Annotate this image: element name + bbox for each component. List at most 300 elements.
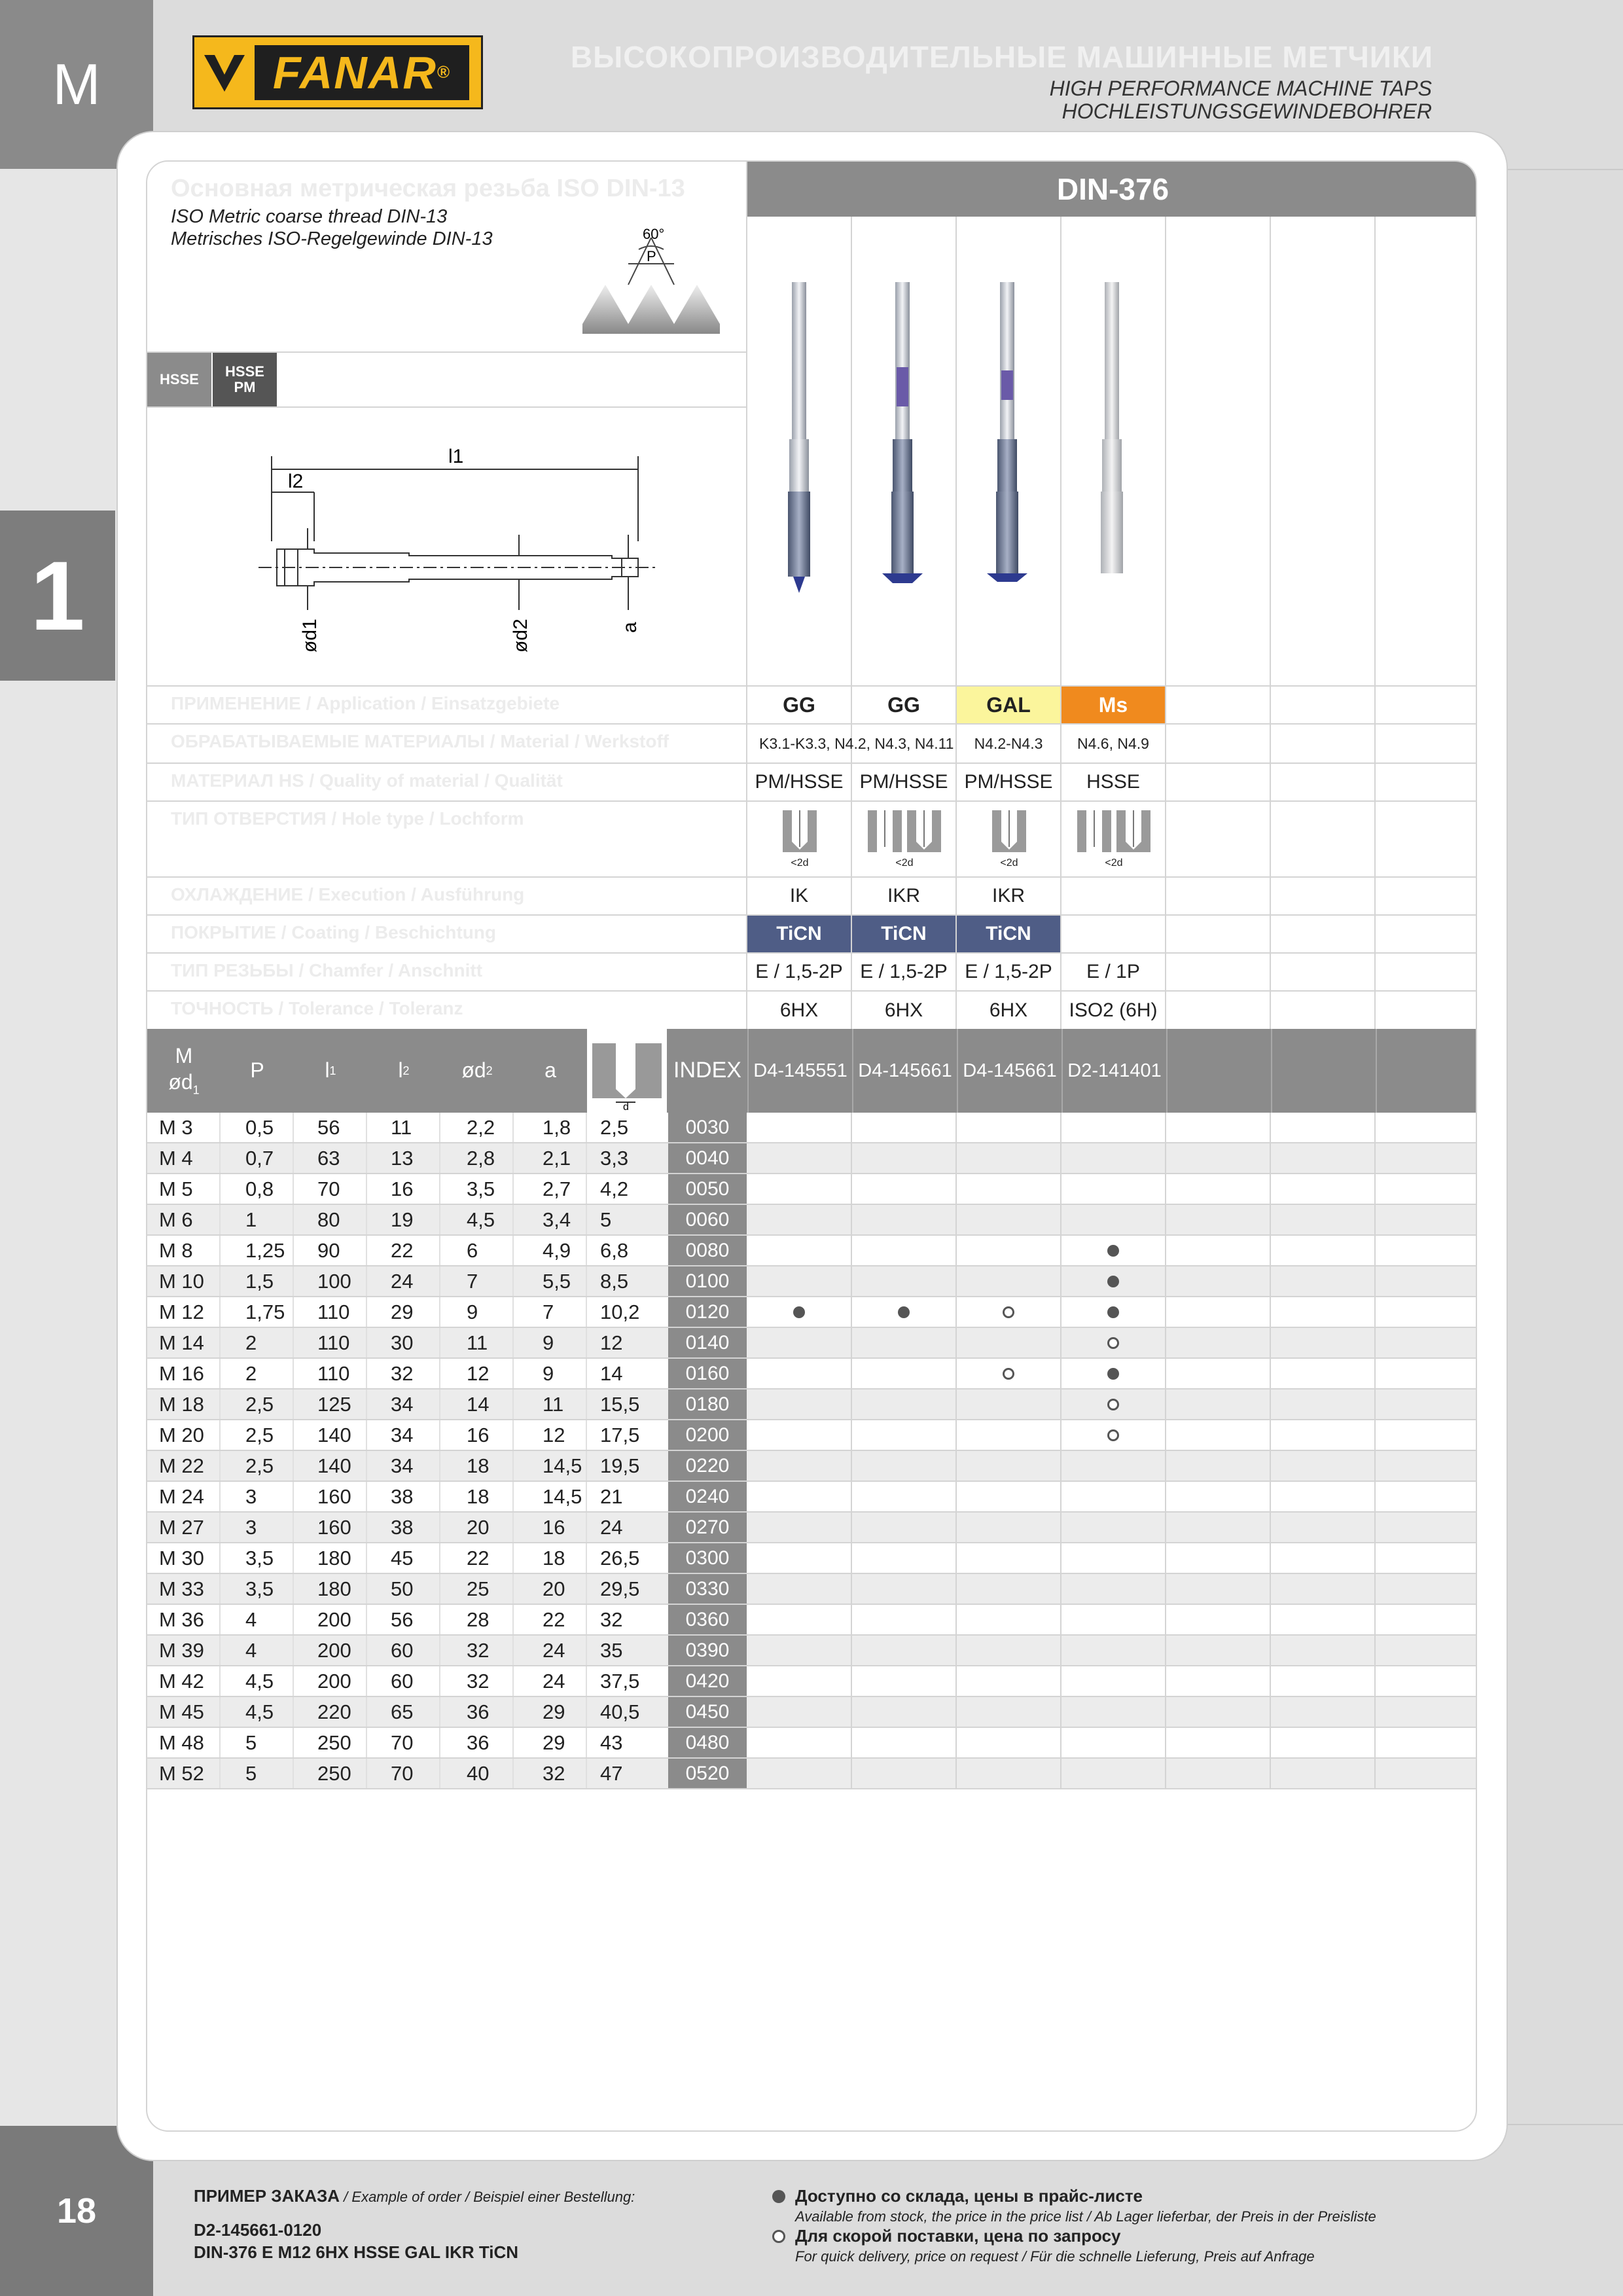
table-cell: M 24 <box>159 1484 204 1508</box>
column-divider <box>512 1297 514 1327</box>
table-cell: 2 <box>245 1331 257 1354</box>
legend-stock: Доступно со склада, цены в прайс-листе <box>795 2186 1143 2206</box>
quality-cell: PM/HSSE <box>859 771 948 793</box>
legend-stock-sub: Available from stock, the price in the price list / Ab Lager lieferbar, der Preis in der Preisliste <box>795 2208 1376 2225</box>
table-cell: 47 <box>600 1761 623 1785</box>
column-divider <box>1374 1205 1376 1234</box>
column-divider <box>366 1759 367 1788</box>
column-divider <box>219 1513 221 1542</box>
table-cell: 24 <box>391 1269 414 1293</box>
table-cell: 2,5 <box>245 1392 274 1416</box>
column-divider <box>586 1636 587 1665</box>
column-divider <box>366 1236 367 1265</box>
table-row <box>147 1543 1477 1574</box>
column-divider <box>955 1451 957 1480</box>
table-cell: 90 <box>317 1238 340 1262</box>
table-cell: 34 <box>391 1392 414 1416</box>
column-divider <box>586 1359 587 1388</box>
drill-label: d <box>623 1102 629 1113</box>
table-row <box>147 1513 1477 1543</box>
on-request-dot-icon <box>1003 1306 1014 1318</box>
thread-title-en: ISO Metric coarse thread DIN-13 <box>171 206 448 227</box>
table-row <box>147 1420 1477 1451</box>
order-code: D2-145661-0120 <box>194 2220 322 2240</box>
index-cell: 0420 <box>668 1666 747 1696</box>
table-cell: 29 <box>543 1731 565 1754</box>
column-divider <box>1060 1328 1061 1357</box>
column-divider <box>219 1390 221 1419</box>
table-cell: M 12 <box>159 1300 204 1323</box>
column-divider <box>955 1666 957 1696</box>
column-divider <box>1060 1113 1061 1142</box>
column-divider <box>1165 1451 1166 1480</box>
column-divider <box>955 1205 957 1234</box>
column-divider <box>439 1420 440 1450</box>
column-divider <box>439 1236 440 1265</box>
material-hsse-pm: HSSE PM <box>213 353 277 406</box>
column-divider <box>851 1236 852 1265</box>
table-cell: 0,5 <box>245 1115 274 1139</box>
column-divider <box>219 1328 221 1357</box>
column-divider <box>366 1359 367 1388</box>
coating-cell: TiCN <box>747 916 851 952</box>
table-cell: 250 <box>317 1761 351 1785</box>
column-divider <box>1270 1328 1271 1357</box>
column-divider <box>1165 1297 1166 1327</box>
workpiece-cell: N4.2-N4.3 <box>974 734 1043 752</box>
hole-type-cell <box>1061 803 1166 874</box>
column-divider <box>851 1266 852 1296</box>
col-header-drill <box>587 1029 667 1113</box>
column-divider <box>219 1420 221 1450</box>
table-cell: M 52 <box>159 1761 204 1785</box>
table-cell: 110 <box>317 1331 350 1354</box>
table-cell: 3 <box>245 1515 257 1539</box>
table-cell: 7 <box>543 1300 554 1323</box>
index-cell: 0220 <box>668 1451 747 1480</box>
table-row <box>147 1666 1477 1697</box>
column-divider <box>1060 1174 1061 1204</box>
index-cell: 0180 <box>668 1390 747 1419</box>
table-cell: 38 <box>391 1515 414 1539</box>
table-cell: M 4 <box>159 1146 193 1170</box>
column-divider <box>439 1543 440 1573</box>
column-divider <box>586 1543 587 1573</box>
legend-request-sub: For quick delivery, price on request / Für die schnelle Lieferung, Preis auf Anfrage <box>795 2248 1315 2265</box>
index-cell: 0330 <box>668 1574 747 1604</box>
stock-dot-icon <box>772 2190 785 2203</box>
logo-wordmark: FANAR ® <box>255 45 469 100</box>
column-divider <box>1374 1513 1376 1542</box>
execution-cell <box>1061 878 1165 914</box>
coating-cell: TiCN <box>957 916 1060 952</box>
header-title-en: HIGH PERFORMANCE MACHINE TAPS <box>1049 77 1432 100</box>
table-cell: 1,25 <box>245 1238 285 1262</box>
table-cell: 3,5 <box>245 1546 274 1570</box>
column-divider <box>1270 1605 1271 1634</box>
column-divider <box>586 1574 587 1604</box>
column-divider <box>439 1266 440 1296</box>
on-request-dot-icon <box>1107 1337 1119 1349</box>
column-divider <box>1060 1697 1061 1727</box>
column-divider <box>293 1297 294 1327</box>
hole-depth-note: <2d <box>791 857 809 869</box>
table-cell: M 39 <box>159 1638 204 1662</box>
column-divider <box>1374 1666 1376 1696</box>
property-label: ТИП РЕЗЬБЫ / Chamfer / Anschnitt <box>171 960 483 980</box>
table-cell: 14 <box>467 1392 490 1416</box>
column-divider <box>293 1420 294 1450</box>
tap-image-3 <box>987 282 1027 582</box>
column-divider <box>1165 1328 1166 1357</box>
table-cell: 1,5 <box>245 1269 274 1293</box>
table-cell: 4,2 <box>600 1177 629 1200</box>
thread-angle-label: 60° <box>643 226 665 242</box>
column-divider <box>366 1728 367 1757</box>
column-divider <box>366 1513 367 1542</box>
index-cell: 0050 <box>668 1174 747 1204</box>
column-divider <box>955 1636 957 1665</box>
column-divider <box>293 1174 294 1204</box>
table-cell: 22 <box>391 1238 414 1262</box>
column-divider <box>1165 1759 1166 1788</box>
column-divider <box>955 1513 957 1542</box>
column-divider <box>366 1666 367 1696</box>
table-cell: 3,5 <box>467 1177 495 1200</box>
column-divider <box>586 1605 587 1634</box>
column-divider <box>1165 1605 1166 1634</box>
column-divider <box>1060 1574 1061 1604</box>
application-cell: Ms <box>1061 687 1165 723</box>
column-divider <box>366 1451 367 1480</box>
column-divider <box>366 1143 367 1173</box>
chamfer-cell: E / 1,5-2P <box>965 961 1052 982</box>
column-divider <box>851 1759 852 1788</box>
column-divider <box>293 1697 294 1727</box>
column-divider <box>955 1482 957 1511</box>
header-title-de: HOCHLEISTUNGSGEWINDEBOHRER <box>1061 99 1432 123</box>
column-divider <box>955 1113 957 1142</box>
column-divider <box>1374 1759 1376 1788</box>
column-divider <box>1270 1666 1271 1696</box>
column-divider <box>1270 1113 1271 1142</box>
index-cell: 0300 <box>668 1543 747 1573</box>
table-row <box>147 1759 1477 1789</box>
column-divider <box>1374 1605 1376 1634</box>
table-cell: 200 <box>317 1638 351 1662</box>
table-cell: 5 <box>245 1731 257 1754</box>
table-cell: 29 <box>391 1300 414 1323</box>
table-cell: M 18 <box>159 1392 204 1416</box>
col-header-a: a <box>544 1058 556 1083</box>
order-description: DIN-376 E M12 6HX HSSE GAL IKR TiCN <box>194 2242 519 2262</box>
column-divider <box>439 1205 440 1234</box>
product-code: D4-145661 <box>957 1029 1061 1113</box>
column-divider <box>955 1236 957 1265</box>
column-divider <box>1374 1390 1376 1419</box>
dim-a: a <box>619 622 641 633</box>
column-divider <box>955 1543 957 1573</box>
column-divider <box>293 1543 294 1573</box>
table-cell: 1 <box>245 1208 257 1231</box>
column-divider <box>219 1359 221 1388</box>
table-cell: 28 <box>467 1607 490 1631</box>
header-title-ru: ВЫСОКОПРОИЗВОДИТЕЛЬНЫЕ МАШИННЫЕ МЕТЧИКИ <box>570 40 1433 74</box>
column-divider <box>1270 1728 1271 1757</box>
table-cell: 2,2 <box>467 1115 495 1139</box>
table-cell: 38 <box>391 1484 414 1508</box>
column-divider <box>293 1605 294 1634</box>
column-divider <box>1270 1420 1271 1450</box>
table-cell: 18 <box>467 1454 490 1477</box>
chamfer-cell: E / 1,5-2P <box>860 961 948 982</box>
column-divider <box>955 1605 957 1634</box>
dim-d2: ød2 <box>510 619 531 653</box>
tap-image-1 <box>788 282 810 593</box>
order-example <box>194 2219 518 2263</box>
index-cell: 0140 <box>668 1328 747 1357</box>
column-divider <box>1165 1113 1166 1142</box>
column-divider <box>1165 1205 1166 1234</box>
table-cell: 56 <box>317 1115 340 1139</box>
column-divider <box>293 1328 294 1357</box>
column-divider <box>955 1574 957 1604</box>
table-cell: 45 <box>391 1546 414 1570</box>
table-cell: 60 <box>391 1669 414 1693</box>
table-row <box>147 1174 1477 1205</box>
column-divider <box>366 1113 367 1142</box>
column-divider <box>1165 1482 1166 1511</box>
column-divider <box>512 1390 514 1419</box>
table-cell: M 36 <box>159 1607 204 1631</box>
table-cell: 180 <box>317 1546 351 1570</box>
table-cell: 36 <box>467 1731 490 1754</box>
table-cell: 22 <box>467 1546 490 1570</box>
column-divider <box>293 1205 294 1234</box>
hole-type-icon <box>970 808 1048 860</box>
table-cell: 34 <box>391 1423 414 1446</box>
application-cell: GG <box>783 692 815 717</box>
column-divider <box>586 1697 587 1727</box>
column-divider <box>1165 1513 1166 1542</box>
col-header-index: INDEX <box>673 1058 741 1083</box>
column-divider <box>219 1543 221 1573</box>
table-row <box>147 1574 1477 1605</box>
index-cell: 0450 <box>668 1697 747 1727</box>
column-divider <box>293 1666 294 1696</box>
property-label: ОБРАБАТЫВАЕМЫЕ МАТЕРИАЛЫ / Material / Werkstoff <box>171 731 669 751</box>
table-cell: 35 <box>600 1638 623 1662</box>
table-cell: 20 <box>543 1577 565 1600</box>
column-divider <box>219 1697 221 1727</box>
on-request-dot-icon <box>1107 1399 1119 1410</box>
column-divider <box>955 1420 957 1450</box>
column-divider <box>955 1174 957 1204</box>
table-cell: M 27 <box>159 1515 204 1539</box>
column-divider <box>1270 1513 1271 1542</box>
property-label: ПОКРЫТИЕ / Coating / Beschichtung <box>171 922 496 942</box>
index-cell: 0040 <box>668 1143 747 1173</box>
quality-cell: PM/HSSE <box>964 771 1053 793</box>
column-divider <box>293 1482 294 1511</box>
table-cell: 160 <box>317 1484 351 1508</box>
column-divider <box>1165 1697 1166 1727</box>
index-cell: 0270 <box>668 1513 747 1542</box>
product-code: D4-145551 <box>747 1029 852 1113</box>
column-divider <box>366 1328 367 1357</box>
table-cell: M 20 <box>159 1423 204 1446</box>
table-cell: 4,5 <box>245 1669 274 1693</box>
table-cell: M 45 <box>159 1700 204 1723</box>
table-cell: 110 <box>317 1361 350 1385</box>
column-divider <box>851 1636 852 1665</box>
column-divider <box>1165 1359 1166 1388</box>
table-cell: 36 <box>467 1700 490 1723</box>
coating-cell: TiCN <box>852 916 955 952</box>
table-cell: 7 <box>467 1269 478 1293</box>
table-cell: 32 <box>543 1761 565 1785</box>
in-stock-dot-icon <box>1107 1306 1119 1318</box>
table-cell: 5,5 <box>543 1269 571 1293</box>
column-divider <box>293 1759 294 1788</box>
table-cell: 5 <box>245 1761 257 1785</box>
table-cell: 2,7 <box>543 1177 571 1200</box>
column-divider <box>586 1513 587 1542</box>
legend-request: Для скорой поставки, цена по запросу <box>795 2226 1121 2246</box>
column-divider <box>1270 1451 1271 1480</box>
index-cell: 0120 <box>668 1297 747 1327</box>
column-divider <box>366 1574 367 1604</box>
table-cell: 100 <box>317 1269 351 1293</box>
table-cell: 4 <box>245 1638 257 1662</box>
property-label: ТИП ОТВЕРСТИЯ / Hole type / Lochform <box>171 808 524 829</box>
column-divider <box>512 1205 514 1234</box>
column-divider <box>366 1174 367 1204</box>
table-cell: 14,5 <box>543 1484 582 1508</box>
table-cell: 24 <box>543 1669 565 1693</box>
column-divider <box>366 1543 367 1573</box>
column-divider <box>512 1513 514 1542</box>
column-divider <box>1374 1420 1376 1450</box>
in-stock-dot-icon <box>898 1306 910 1318</box>
column-divider <box>1374 1728 1376 1757</box>
table-cell: M 30 <box>159 1546 204 1570</box>
column-divider <box>219 1636 221 1665</box>
column-divider <box>1060 1420 1061 1450</box>
table-cell: 12 <box>467 1361 490 1385</box>
on-request-dot-icon <box>1003 1368 1014 1380</box>
column-divider <box>1374 1143 1376 1173</box>
column-divider <box>586 1266 587 1296</box>
table-cell: 12 <box>543 1423 565 1446</box>
column-divider <box>955 1759 957 1788</box>
table-cell: 2,5 <box>245 1423 274 1446</box>
workpiece-cell <box>852 725 955 762</box>
table-cell: 80 <box>317 1208 340 1231</box>
table-cell: 19,5 <box>600 1454 640 1477</box>
column-divider <box>851 1482 852 1511</box>
column-divider <box>1374 1328 1376 1357</box>
column-divider <box>586 1113 587 1142</box>
column-divider <box>219 1174 221 1204</box>
table-cell: 4,9 <box>543 1238 571 1262</box>
column-divider <box>586 1236 587 1265</box>
column-divider <box>1270 1143 1271 1173</box>
hole-depth-note: <2d <box>1000 857 1018 869</box>
column-divider <box>1165 1236 1166 1265</box>
index-cell: 0240 <box>668 1482 747 1511</box>
index-cell: 0160 <box>668 1359 747 1388</box>
column-divider <box>1060 1513 1061 1542</box>
column-divider <box>1374 1359 1376 1388</box>
column-divider <box>851 1390 852 1419</box>
product-code <box>1166 1029 1271 1113</box>
index-cell: 0030 <box>668 1113 747 1142</box>
column-divider <box>439 1143 440 1173</box>
table-cell: 32 <box>600 1607 623 1631</box>
table-cell: M 22 <box>159 1454 204 1477</box>
thread-profile-icon <box>582 219 726 334</box>
column-divider <box>293 1513 294 1542</box>
table-cell: 12 <box>600 1331 623 1354</box>
column-divider <box>1060 1728 1061 1757</box>
column-divider <box>851 1359 852 1388</box>
drill-hole-icon <box>587 1029 667 1113</box>
table-cell: 11 <box>391 1115 412 1139</box>
column-divider <box>1060 1297 1061 1327</box>
table-cell: M 42 <box>159 1669 204 1693</box>
column-divider <box>219 1266 221 1296</box>
column-divider <box>955 1328 957 1357</box>
column-divider <box>955 1297 957 1327</box>
column-divider <box>219 1482 221 1511</box>
column-divider <box>1374 1297 1376 1327</box>
column-divider <box>366 1482 367 1511</box>
column-divider <box>955 1143 957 1173</box>
dim-l2: l2 <box>288 471 304 492</box>
column-divider <box>851 1297 852 1327</box>
column-divider <box>439 1451 440 1480</box>
table-row <box>147 1297 1477 1328</box>
table-cell: 70 <box>391 1761 414 1785</box>
column-divider <box>1270 1574 1271 1604</box>
table-cell: 43 <box>600 1731 623 1754</box>
table-row <box>147 1143 1477 1174</box>
table-cell: 16 <box>467 1423 490 1446</box>
table-cell: 9 <box>543 1361 554 1385</box>
dim-l1: l1 <box>448 446 464 467</box>
fanar-logo <box>192 35 483 109</box>
table-cell: 17,5 <box>600 1423 640 1446</box>
table-cell: M 3 <box>159 1115 193 1139</box>
table-cell: M 5 <box>159 1177 193 1200</box>
column-divider <box>512 1420 514 1450</box>
table-cell: 30 <box>391 1331 414 1354</box>
tap-dimension-drawing <box>245 437 664 659</box>
column-divider <box>293 1143 294 1173</box>
column-divider <box>851 1205 852 1234</box>
property-label: ОХЛАЖДЕНИЕ / Execution / Ausführung <box>171 884 525 905</box>
column-divider <box>1374 1236 1376 1265</box>
table-cell: 200 <box>317 1669 351 1693</box>
standard-title: DIN-376 <box>747 162 1477 217</box>
hole-type-icon <box>760 808 839 860</box>
table-row <box>147 1236 1477 1266</box>
column-divider <box>512 1543 514 1573</box>
column-divider <box>293 1266 294 1296</box>
column-divider <box>1270 1636 1271 1665</box>
column-divider <box>1270 1236 1271 1265</box>
